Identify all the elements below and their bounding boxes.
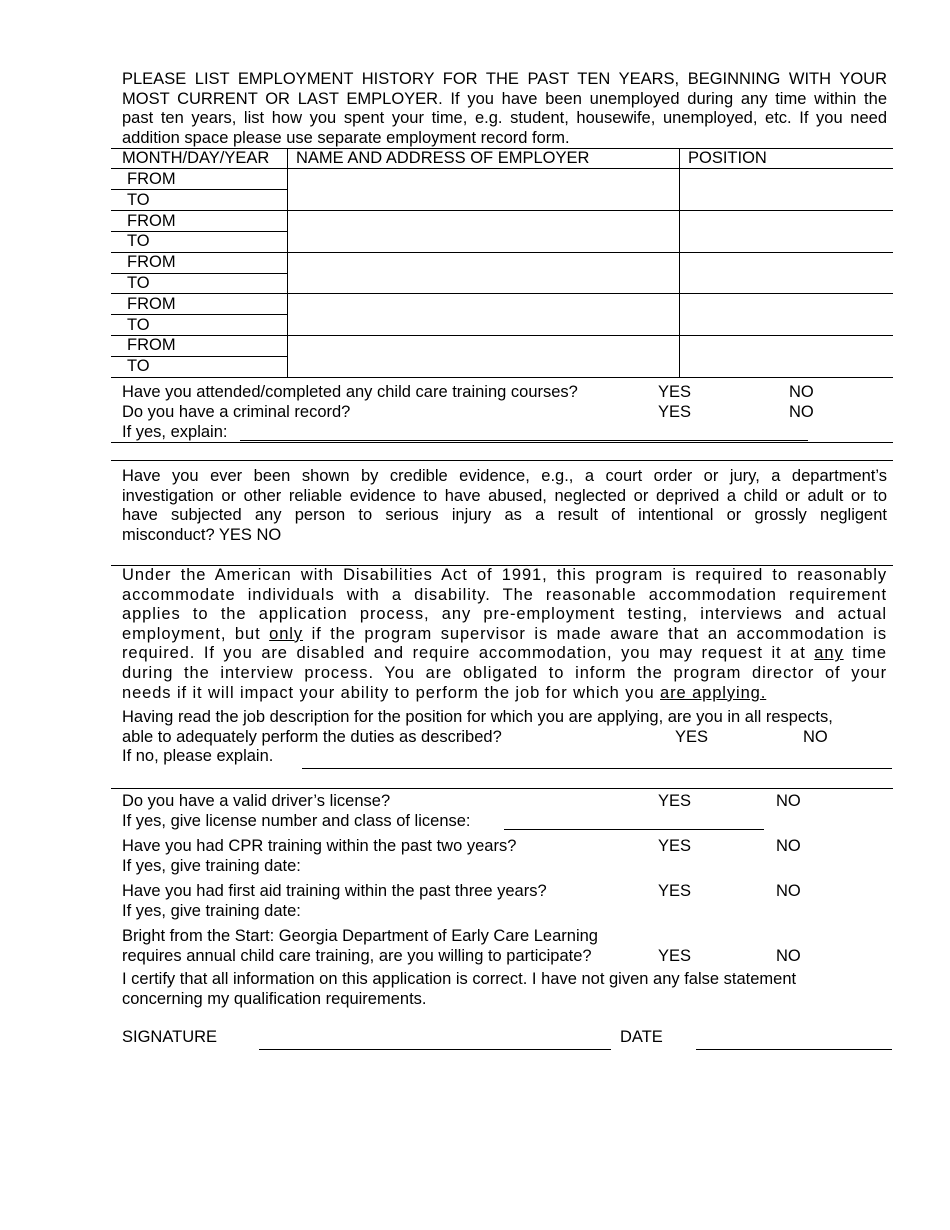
training-courses-no[interactable]: NO [789,383,814,401]
row-to-label: TO [127,357,150,375]
row-border [111,293,893,294]
annual-training-no[interactable]: NO [776,947,801,965]
row-split-line [111,189,287,190]
drivers-license-yes[interactable]: YES [658,792,692,810]
section-divider [111,788,893,789]
row-from-label: FROM [127,212,176,230]
credible-evidence-question [122,467,887,545]
row-from-label: FROM [127,170,176,188]
first-aid-question: Have you had first aid training within the past three years? [122,882,547,900]
job-explain-label: If no, please explain. [122,747,274,765]
job-ability-no[interactable]: NO [803,728,828,746]
annual-training-yes[interactable]: YES [658,947,692,965]
employment-history-instructions [122,70,887,148]
instructions-line: past ten years, list how you spent your time, e.g. student, housewife, unemployed, etc. If you need [122,109,887,128]
section-divider [111,442,893,443]
criminal-explain-label: If yes, explain: [122,423,228,441]
ada-statement [122,566,887,703]
job-ability-question-cont: able to adequately perform the duties as described? [122,728,502,746]
criminal-record-no[interactable]: NO [789,403,814,421]
column-header-employer: NAME AND ADDRESS OF EMPLOYER [296,149,590,167]
annual-training-question-cont: requires annual child care training, are you willing to participate? [122,947,592,965]
table-column-divider [287,148,288,377]
evidence-line: misconduct? YES NO [122,525,282,544]
signature-label: SIGNATURE [122,1028,218,1046]
row-border [111,335,893,336]
table-column-divider [679,148,680,377]
ada-line: employment, but only if the program supervisor is made aware that an accommodation is [122,624,888,643]
license-number-field[interactable] [504,829,764,830]
criminal-record-yes[interactable]: YES [658,403,692,421]
row-from-label: FROM [127,295,176,313]
annual-training-question: Bright from the Start: Georgia Department of Early Care Learning [122,927,598,945]
row-to-label: TO [127,232,150,250]
column-header-date: MONTH/DAY/YEAR [122,149,270,167]
certification-statement-cont: concerning my qualification requirements. [122,990,427,1008]
row-border [111,252,893,253]
cpr-question: Have you had CPR training within the past two years? [122,837,517,855]
date-field[interactable] [696,1049,892,1050]
row-from-label: FROM [127,336,176,354]
row-border [111,210,893,211]
certification-statement: I certify that all information on this application is correct. I have not given any false statement [122,970,797,988]
evidence-line: Have you ever been shown by credible evidence, e.g., a court order or jury, a department’s [122,467,887,485]
ada-line: Under the American with Disabilities Act of 1991, this program is required to reasonably [122,566,887,584]
signature-field[interactable] [259,1049,611,1050]
job-explain-field[interactable] [302,768,892,769]
training-courses-question: Have you attended/completed any child care training courses? [122,383,578,401]
instructions-line: PLEASE LIST EMPLOYMENT HISTORY FOR THE PAST TEN YEARS, BEGINNING WITH YOUR [122,70,887,88]
criminal-explain-field[interactable] [240,440,808,441]
row-from-label: FROM [127,253,176,271]
criminal-record-question: Do you have a criminal record? [122,403,351,421]
cpr-yes[interactable]: YES [658,837,692,855]
license-number-label: If yes, give license number and class of license: [122,812,471,830]
ada-line: during the interview process. You are obligated to inform the program director of your [122,663,887,682]
cpr-no[interactable]: NO [776,837,801,855]
row-split-line [111,314,287,315]
ada-line: accommodate individuals with a disability. The reasonable accommodation requirement [122,585,887,604]
ada-line: needs if it will impact your ability to perform the job for which you are applying. [122,683,767,702]
table-bottom-border [111,377,893,378]
drivers-license-question: Do you have a valid driver’s license? [122,792,391,810]
first-aid-yes[interactable]: YES [658,882,692,900]
drivers-license-no[interactable]: NO [776,792,801,810]
date-label: DATE [620,1028,663,1046]
instructions-line: MOST CURRENT OR LAST EMPLOYER. If you have been unemployed during any time within the [122,89,887,108]
row-to-label: TO [127,316,150,334]
ada-line: required. If you are disabled and require accommodation, you may request it at any time [122,644,887,663]
training-courses-yes[interactable]: YES [658,383,692,401]
section-divider [111,460,893,461]
instructions-line: addition space please use separate employment record form. [122,128,570,147]
row-to-label: TO [127,191,150,209]
first-aid-date-label: If yes, give training date: [122,902,301,920]
row-to-label: TO [127,274,150,292]
evidence-line: have subjected any person to serious injury as a result of intentional or grossly negligent [122,506,887,525]
job-ability-question: Having read the job description for the position for which you are applying, are you in all respects, [122,708,833,726]
first-aid-no[interactable]: NO [776,882,801,900]
ada-line: applies to the application process, any pre-employment testing, interviews and actual [122,605,887,624]
column-header-position: POSITION [688,149,767,167]
job-ability-yes[interactable]: YES [675,728,709,746]
cpr-date-label: If yes, give training date: [122,857,301,875]
evidence-line: investigation or other reliable evidence to have abused, neglected or deprived a child or adult or to [122,486,887,505]
